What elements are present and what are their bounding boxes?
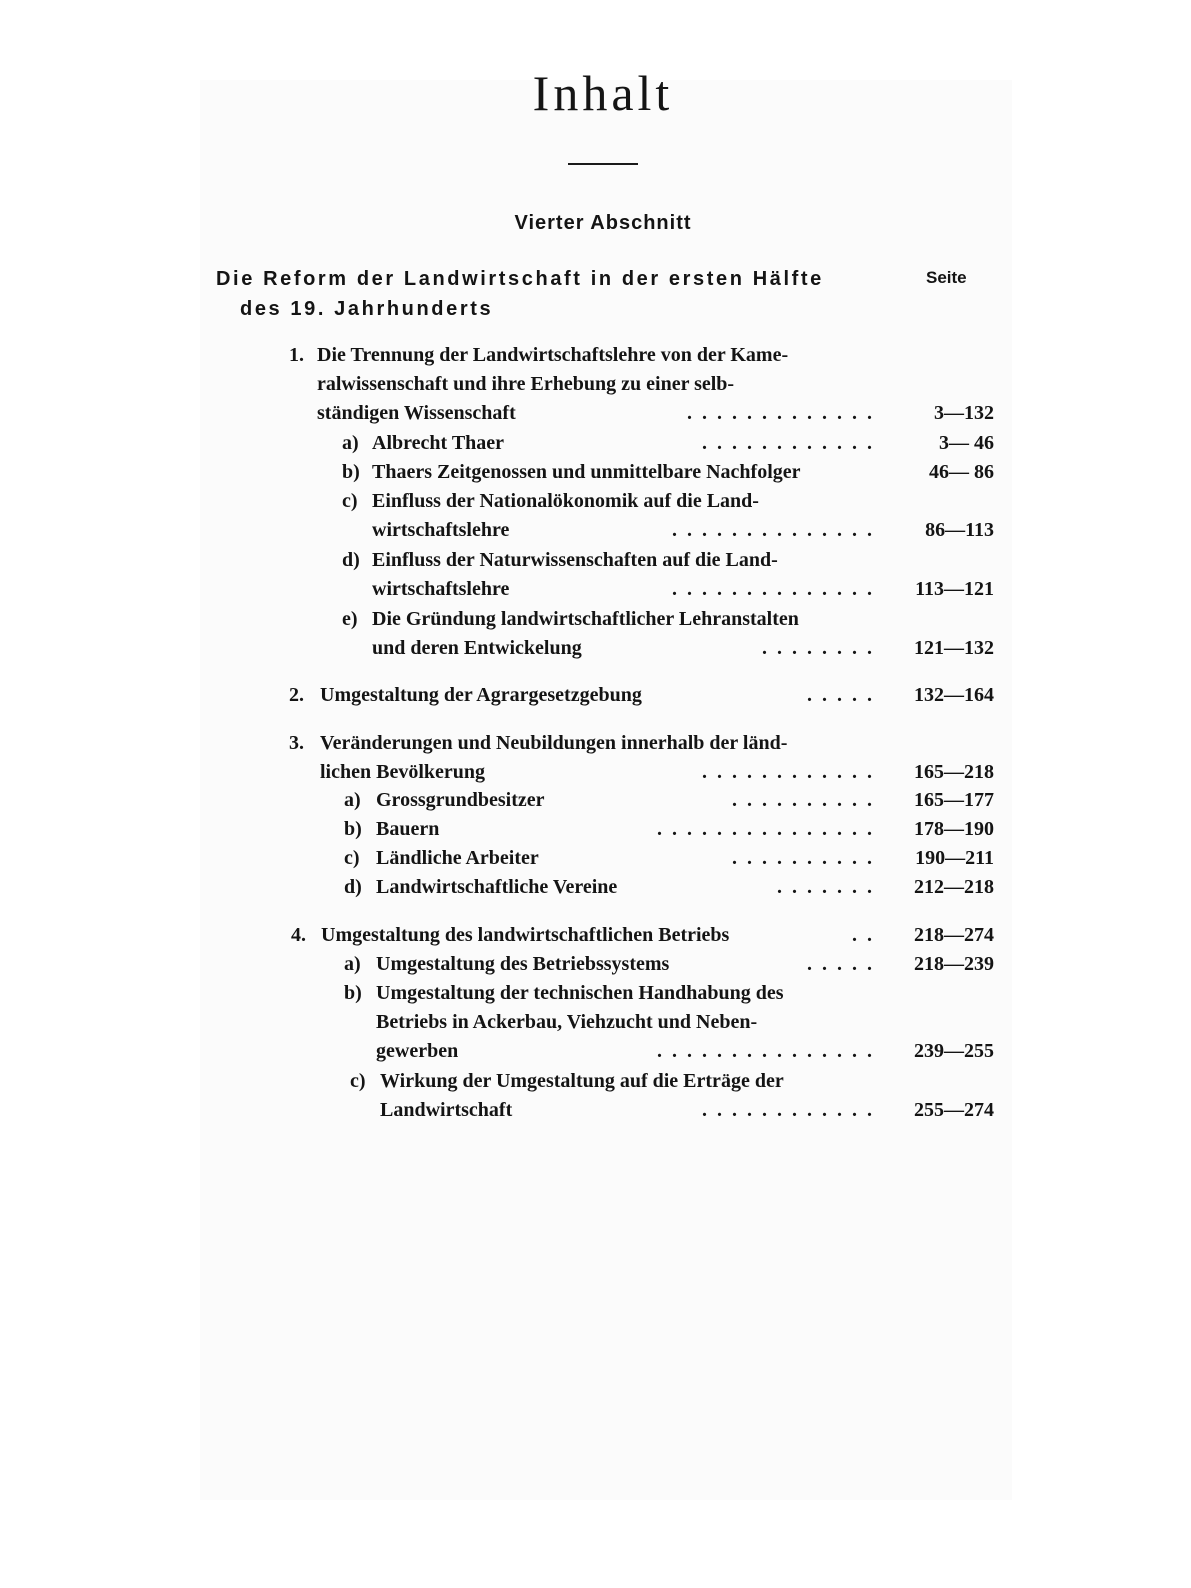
toc-entry-text: Ländliche Arbeiter (376, 847, 539, 869)
leader-dots: .............. (672, 519, 882, 541)
toc-entry-number: b) (342, 461, 360, 483)
toc-entry-pages: 3— 46 (939, 432, 994, 454)
leader-dots: ..... (807, 953, 882, 975)
toc-entry-text: wirtschaftslehre (372, 578, 510, 600)
toc-entry-pages: 218—274 (914, 924, 994, 946)
toc-entry-pages: 113—121 (915, 578, 994, 600)
toc-entry-text: Die Gründung landwirtschaftlicher Lehranstalten (372, 608, 799, 630)
toc-line (0, 605, 1191, 634)
toc-entry-text: Umgestaltung der Agrargesetzgebung (320, 684, 642, 706)
toc-entry-text: Bauern (376, 818, 440, 840)
toc-entry-number: a) (344, 953, 361, 975)
toc-line (0, 729, 1191, 758)
toc-entry-text: Die Trennung der Landwirtschaftslehre von der Kame- (317, 344, 789, 366)
leader-dots: .......... (732, 789, 882, 811)
toc-line (0, 341, 1191, 370)
toc-line (0, 873, 1191, 902)
leader-dots: ............. (687, 402, 882, 424)
toc-entry-text: Veränderungen und Neubildungen innerhalb der länd- (320, 732, 788, 754)
leader-dots: ........ (762, 637, 882, 659)
toc-line (0, 487, 1191, 516)
toc-line (0, 681, 1191, 710)
leader-dots: .. (852, 924, 882, 946)
part-title (216, 264, 896, 324)
part-title-line-1: Die Reform der Landwirtschaft in der ersten Hälfte (216, 268, 824, 290)
toc-entry-text: Umgestaltung des Betriebssystems (376, 953, 670, 975)
toc-entry-number: e) (342, 608, 358, 630)
toc-line (0, 815, 1191, 844)
part-title-line-2: des 19. Jahrhunderts (240, 298, 494, 320)
page-title: Inhalt (532, 65, 674, 121)
toc-entry-number: a) (344, 789, 361, 811)
toc-entry-text: und deren Entwickelung (372, 637, 582, 659)
toc-entry-pages: 132—164 (914, 684, 994, 706)
toc-line (0, 950, 1191, 979)
toc-line (0, 575, 1191, 604)
toc-entry-number: c) (342, 490, 358, 512)
toc-entry-pages: 212—218 (914, 876, 994, 898)
toc-line (0, 634, 1191, 663)
toc-entry-text: Albrecht Thaer (372, 432, 505, 454)
toc-entry-pages: 165—177 (914, 789, 994, 811)
toc-entry-number: c) (344, 847, 360, 869)
leader-dots: ............ (702, 761, 882, 783)
toc-entry-text: Einfluss der Naturwissenschaften auf die Land- (372, 549, 778, 571)
toc-line (0, 921, 1191, 950)
toc-line (0, 546, 1191, 575)
toc-line (0, 458, 1191, 487)
toc-line (0, 979, 1191, 1008)
toc-entry-number: 2. (289, 684, 304, 706)
leader-dots: ............... (657, 818, 882, 840)
leader-dots: ............ (702, 1099, 882, 1121)
leader-dots: .......... (732, 847, 882, 869)
toc-entry-pages: 190—211 (915, 847, 994, 869)
leader-dots: ..... (807, 684, 882, 706)
leader-dots: ....... (777, 876, 882, 898)
toc-entry-text: Landwirtschaftliche Vereine (376, 876, 618, 898)
toc-entry-text: Umgestaltung des landwirtschaftlichen Betriebs (321, 924, 730, 946)
toc-entry-text: Grossgrundbesitzer (376, 789, 545, 811)
toc-entry-text: Wirkung der Umgestaltung auf die Erträge der (380, 1070, 784, 1092)
toc-entry-text: ständigen Wissenschaft (317, 402, 516, 424)
section-heading: Vierter Abschnitt (514, 212, 692, 234)
toc-line (0, 516, 1191, 545)
toc-entry-number: 3. (289, 732, 304, 754)
toc-line (0, 1096, 1191, 1125)
toc-line (0, 399, 1191, 428)
toc-entry-pages: 255—274 (914, 1099, 994, 1121)
toc-entry-text: wirtschaftslehre (372, 519, 510, 541)
toc-entry-pages: 239—255 (914, 1040, 994, 1062)
toc-entry-number: 1. (289, 344, 304, 366)
toc-entry-pages: 178—190 (914, 818, 994, 840)
toc-line (0, 758, 1191, 787)
leader-dots: ............... (657, 1040, 882, 1062)
toc-line (0, 844, 1191, 873)
toc-line (0, 1067, 1191, 1096)
toc-line (0, 786, 1191, 815)
toc-entry-text: Umgestaltung der technischen Handhabung des (376, 982, 784, 1004)
toc-entry-number: d) (344, 876, 362, 898)
toc-entry-number: b) (344, 982, 362, 1004)
toc-entry-text: Betriebs in Ackerbau, Viehzucht und Neben- (376, 1011, 758, 1033)
title-rule (568, 163, 638, 165)
toc-entry-number: c) (350, 1070, 366, 1092)
toc-entry-number: 4. (291, 924, 306, 946)
toc-entry-text: Einfluss der Nationalökonomik auf die Land- (372, 490, 759, 512)
toc-line (0, 370, 1191, 399)
toc-entry-pages: 3—132 (934, 402, 994, 424)
toc-line (0, 429, 1191, 458)
toc-entry-text: gewerben (376, 1040, 459, 1062)
toc-entry-pages: 218—239 (914, 953, 994, 975)
toc-entry-text: Landwirtschaft (380, 1099, 513, 1121)
toc-entry-pages: 121—132 (914, 637, 994, 659)
leader-dots: ............ (702, 432, 882, 454)
leader-dots: .............. (672, 578, 882, 600)
toc-entry-pages: 165—218 (914, 761, 994, 783)
toc-entry-text: lichen Bevölkerung (320, 761, 486, 783)
toc-entry-number: d) (342, 549, 360, 571)
toc-entry-pages: 86—113 (925, 519, 994, 541)
toc-line (0, 1037, 1191, 1066)
toc-entry-pages: 46— 86 (929, 461, 994, 483)
toc-line (0, 1008, 1191, 1037)
toc-entry-number: b) (344, 818, 362, 840)
toc-entry-text: ralwissenschaft und ihre Erhebung zu einer selb- (317, 373, 735, 395)
toc-entry-number: a) (342, 432, 359, 454)
toc-entry-text: Thaers Zeitgenossen und unmittelbare Nachfolger (372, 461, 801, 483)
seite-label: Seite (926, 268, 967, 287)
